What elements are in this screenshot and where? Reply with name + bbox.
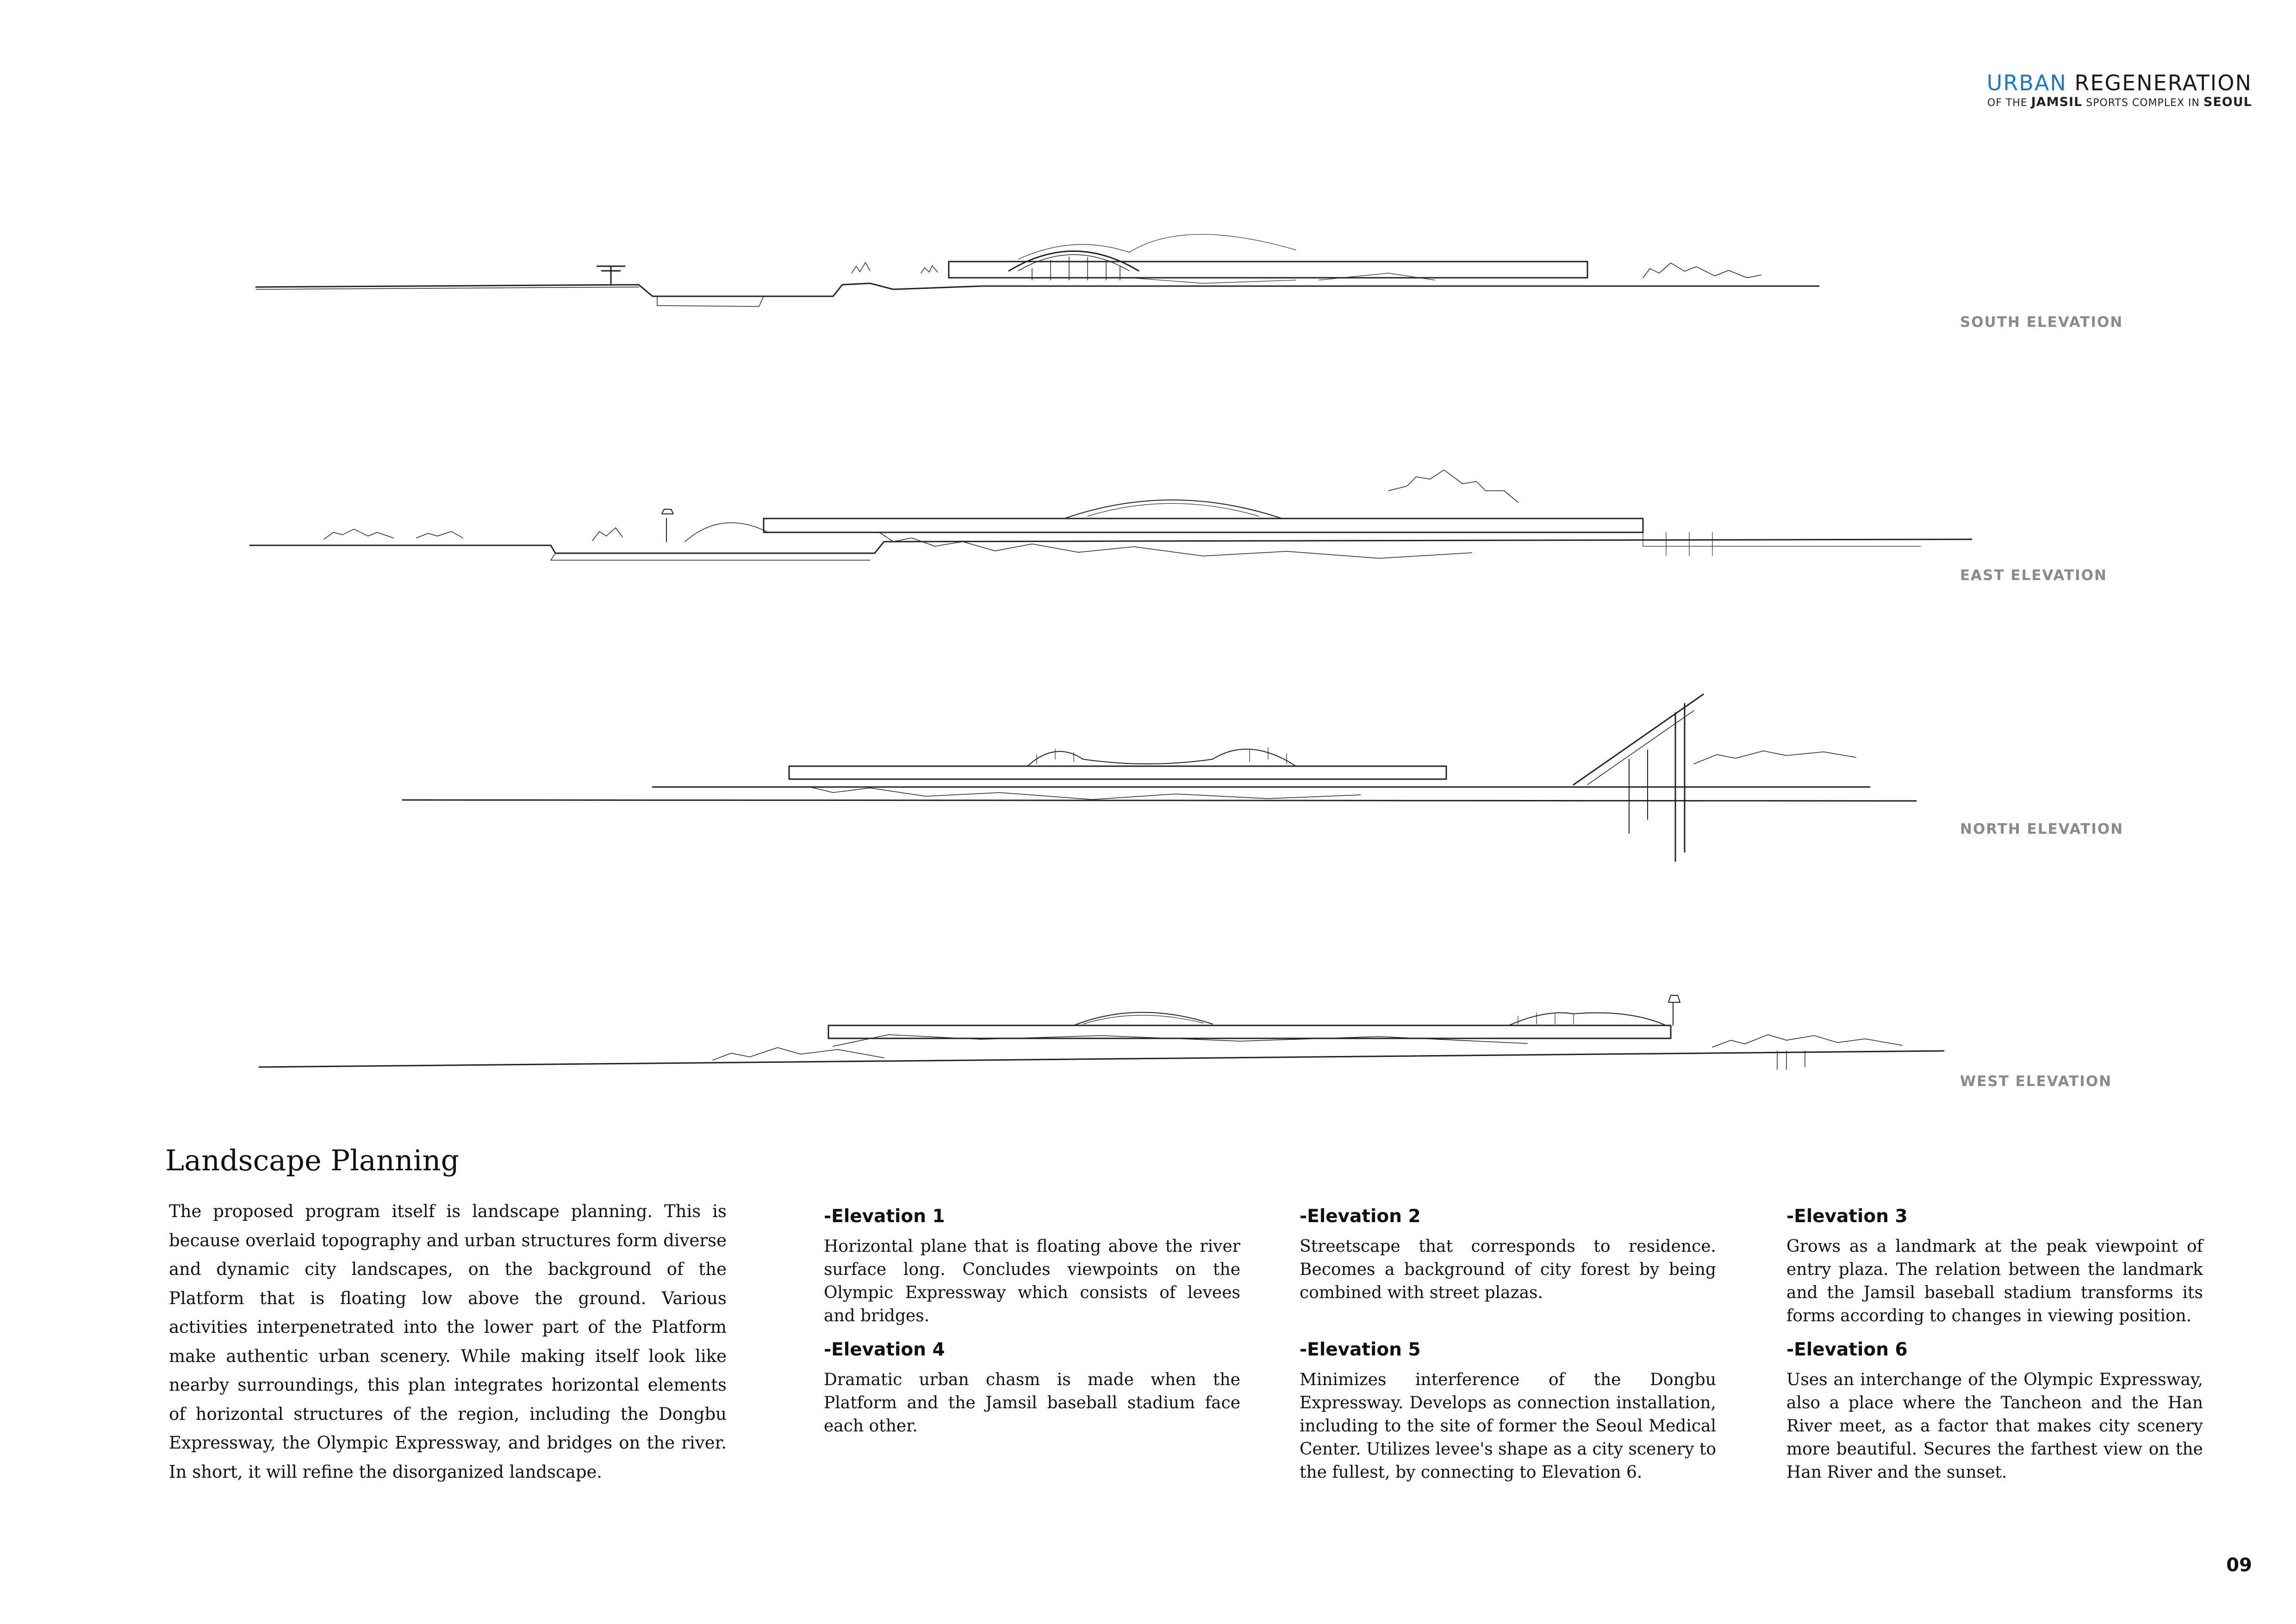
elevation-3-block	[1786, 1206, 2203, 1328]
elevation-2-block	[1300, 1206, 1716, 1305]
section-title: Landscape Planning	[165, 1143, 460, 1177]
elevation-1-heading: -Elevation 1	[824, 1206, 945, 1227]
label-south-elevation: SOUTH ELEVATION	[1960, 314, 2123, 331]
elevation-1-text: Horizontal plane that is floating above the river surface long. Concludes viewpoints on the Olympic Expressway which consists of levees and bridges.	[824, 1237, 1240, 1325]
elevation-6-text: Uses an interchange of the Olympic Expressway, also a place where the Tancheon and the Han River meet, as a factor that makes city scenery more beautiful. Secures the farthest view on the Han River and the sunset.	[1786, 1370, 2203, 1482]
elevation-2-text: Streetscape that corresponds to residence. Becomes a background of city forest by being combined with street plazas.	[1300, 1237, 1716, 1302]
subtitle-mid: JAMSIL	[2031, 95, 2083, 109]
north-elevation-drawing	[403, 694, 1916, 861]
elevation-1-block	[824, 1206, 1240, 1328]
header-title-accent: URBAN	[1986, 70, 2067, 95]
label-north-elevation: NORTH ELEVATION	[1960, 821, 2124, 837]
elevation-4-heading: -Elevation 4	[824, 1339, 945, 1360]
subtitle-tail: SPORTS COMPLEX IN	[2086, 97, 2200, 109]
subtitle-prefix: OF THE	[1987, 97, 2028, 109]
east-elevation-drawing	[250, 470, 1972, 560]
intro-paragraph: The proposed program itself is landscape planning. This is because overlaid topography and urban structures form diverse and dynamic city landscapes, on the background of the Platform that is floating low above the ground. Various activities interpenetrated into the lower part of the Platform make authentic urban scenery. While making itself look like nearby surroundings, this plan integrates horizontal elements of horizontal structures of the region, including the Dongbu Expressway, the Olympic Expressway, and bridges on the river. In short, it will refine the disorganized landscape.	[169, 1201, 727, 1482]
west-elevation-drawing	[259, 995, 1944, 1069]
label-east-elevation: EAST ELEVATION	[1960, 567, 2107, 584]
elevation-3-text: Grows as a landmark at the peak viewpoint of entry plaza. The relation between the landmark and the Jamsil baseball stadium transforms its forms according to changes in viewing position.	[1786, 1237, 2203, 1325]
elevation-3-heading: -Elevation 3	[1786, 1206, 1908, 1227]
elevation-2-heading: -Elevation 2	[1300, 1206, 1421, 1227]
subtitle-end: SEOUL	[2203, 95, 2252, 109]
elevation-6-block	[1786, 1339, 2203, 1484]
elevation-5-heading: -Elevation 5	[1300, 1339, 1421, 1360]
elevation-4-text: Dramatic urban chasm is made when the Platform and the Jamsil baseball stadium face each other.	[824, 1370, 1240, 1436]
elevation-4-block	[824, 1339, 1240, 1438]
label-west-elevation: WEST ELEVATION	[1960, 1073, 2112, 1090]
elevation-6-heading: -Elevation 6	[1786, 1339, 1908, 1360]
south-elevation-drawing	[256, 234, 1819, 306]
header-title-rest: REGENERATION	[2074, 70, 2252, 95]
elevation-5-block	[1300, 1339, 1716, 1484]
page-number: 09	[2226, 1555, 2252, 1576]
elevation-5-text: Minimizes interference of the Dongbu Expressway. Develops as connection installation, including to the site of former the Seoul Medical Center. Utilizes levee's shape as a city scenery to the fullest, by connecting to Elevation 6.	[1300, 1370, 1716, 1482]
